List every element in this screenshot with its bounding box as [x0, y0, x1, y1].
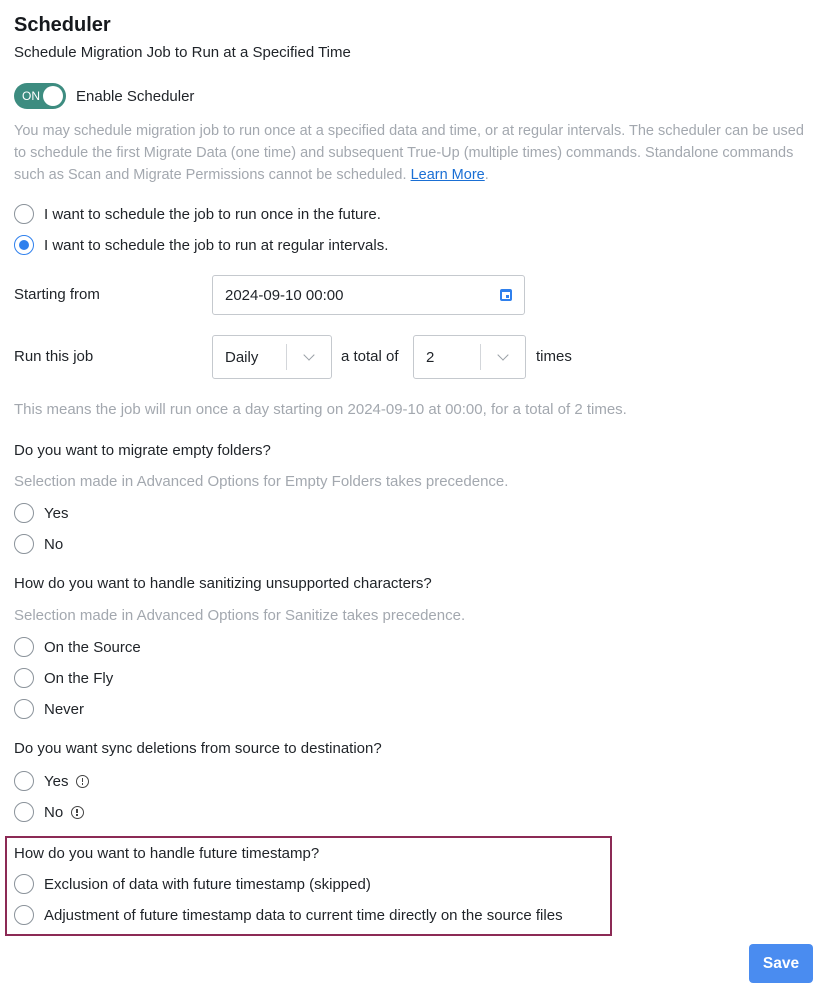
future-timestamp-exclude-label: Exclusion of data with future timestamp (skipped)	[44, 875, 371, 893]
run-count-select[interactable]	[413, 335, 526, 379]
sync-deletions-yes-option[interactable]	[14, 770, 89, 792]
times-text: times	[536, 348, 572, 365]
save-button[interactable]: Save	[749, 944, 813, 983]
scheduler-toggle-row	[14, 83, 194, 109]
future-timestamp-adjust-label: Adjustment of future timestamp data to current time directly on the source files	[44, 906, 563, 924]
future-timestamp-adjust-option[interactable]	[14, 904, 563, 926]
help-suffix: .	[484, 167, 489, 183]
empty-folders-yes-label: Yes	[44, 504, 69, 522]
schedule-summary: This means the job will run once a day starting on 2024-09-10 at 00:00, for a total of 2 times.	[14, 401, 627, 418]
schedule-interval-label: I want to schedule the job to run at regular intervals.	[44, 236, 389, 254]
sanitize-fly-label: On the Fly	[44, 669, 114, 687]
info-icon[interactable]	[71, 806, 84, 819]
starting-from-label: Starting from	[14, 286, 100, 303]
schedule-once-label: I want to schedule the job to run once in the future.	[44, 205, 381, 223]
empty-folders-yes-option[interactable]	[14, 502, 68, 524]
empty-folders-question: Do you want to migrate empty folders?	[14, 442, 271, 459]
learn-more-link[interactable]: Learn More	[410, 167, 485, 183]
sanitize-never-label: Never	[44, 700, 85, 718]
sync-deletions-question: Do you want sync deletions from source to destination?	[14, 740, 382, 757]
sanitize-fly-option[interactable]	[14, 667, 113, 689]
scheduler-help-text	[14, 120, 814, 186]
schedule-once-option[interactable]	[14, 203, 381, 225]
empty-folders-no-radio[interactable]	[14, 534, 34, 554]
sanitize-source-label: On the Source	[44, 638, 141, 656]
future-timestamp-exclude-radio[interactable]	[14, 874, 34, 894]
sync-deletions-yes-radio[interactable]	[14, 771, 34, 791]
future-timestamp-question: How do you want to handle future timestamp?	[14, 845, 320, 862]
chevron-down-icon[interactable]	[481, 336, 525, 378]
run-job-label: Run this job	[14, 348, 94, 365]
sanitize-never-option[interactable]	[14, 698, 84, 720]
sync-deletions-yes-label: Yes	[44, 772, 69, 790]
page-subtitle: Schedule Migration Job to Run at a Specified Time	[14, 44, 351, 61]
sanitize-source-option[interactable]	[14, 636, 141, 658]
empty-folders-no-option[interactable]	[14, 533, 63, 555]
total-of-text: a total of	[341, 348, 399, 365]
sanitize-fly-radio[interactable]	[14, 668, 34, 688]
info-icon[interactable]	[76, 775, 89, 788]
calendar-icon[interactable]	[500, 289, 512, 301]
starting-from-input[interactable]	[212, 275, 525, 315]
sanitize-never-radio[interactable]	[14, 699, 34, 719]
empty-folders-yes-radio[interactable]	[14, 503, 34, 523]
schedule-interval-radio[interactable]	[14, 235, 34, 255]
frequency-value: Daily	[225, 348, 259, 366]
empty-folders-no-label: No	[44, 535, 64, 553]
enable-scheduler-toggle[interactable]	[14, 83, 66, 109]
toggle-state-text: ON	[22, 89, 40, 103]
sanitize-source-radio[interactable]	[14, 637, 34, 657]
frequency-select[interactable]	[212, 335, 332, 379]
starting-from-value: 2024-09-10 00:00	[225, 286, 344, 304]
sync-deletions-no-radio[interactable]	[14, 802, 34, 822]
enable-scheduler-label: Enable Scheduler	[76, 87, 195, 105]
schedule-once-radio[interactable]	[14, 204, 34, 224]
page-title: Scheduler	[14, 14, 111, 36]
chevron-down-icon[interactable]	[287, 336, 331, 378]
empty-folders-hint: Selection made in Advanced Options for Empty Folders takes precedence.	[14, 473, 509, 490]
sanitize-hint: Selection made in Advanced Options for Sanitize takes precedence.	[14, 607, 466, 624]
sanitize-question: How do you want to handle sanitizing unsupported characters?	[14, 575, 432, 592]
help-text: You may schedule migration job to run once at a specified data and time, or at regular intervals. The scheduler can be used to schedule the first Migrate Data (one time) and subsequent True-Up (multiple times) commands. Standalone commands such as Scan and Migrate Permissions cannot be scheduled.	[14, 123, 804, 183]
toggle-knob	[43, 86, 63, 106]
sync-deletions-no-option[interactable]	[14, 801, 84, 823]
future-timestamp-adjust-radio[interactable]	[14, 905, 34, 925]
sync-deletions-no-label: No	[44, 803, 64, 821]
future-timestamp-exclude-option[interactable]	[14, 873, 371, 895]
run-count-value: 2	[426, 348, 435, 366]
schedule-interval-option[interactable]	[14, 234, 388, 256]
